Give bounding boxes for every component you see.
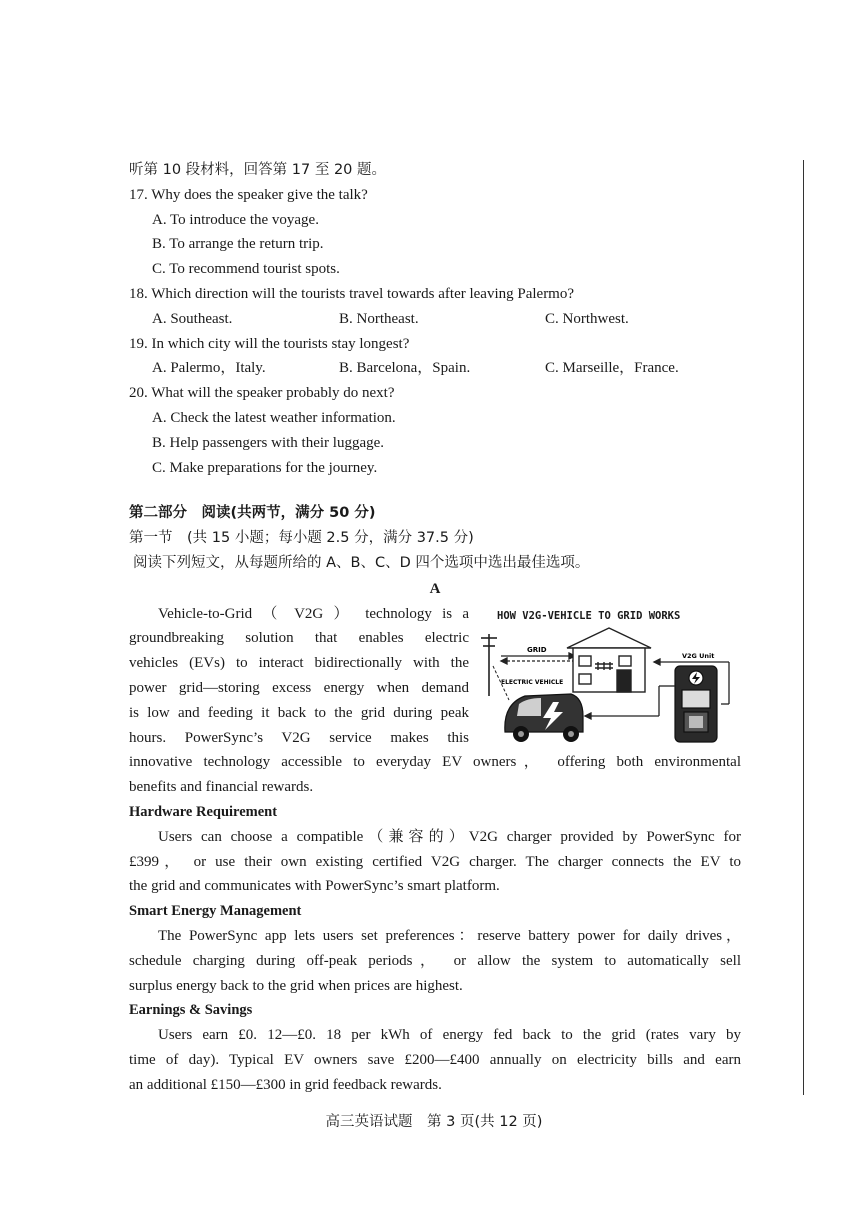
section-line: £399， or use their own existing certified V2G charger. The charger connects the EV to <box>129 853 741 870</box>
option-line: B. To arrange the return trip. <box>152 236 324 253</box>
intro-line: is low and feeding it back to the grid during peak <box>129 704 469 721</box>
passage-intro <box>129 602 741 800</box>
section-line: the grid and communicates with PowerSync’s smart platform. <box>129 878 500 895</box>
section-heading: Earnings & Savings <box>129 1002 253 1019</box>
question-stem: 20. What will the speaker probably do next? <box>129 385 395 402</box>
section-heading: Hardware Requirement <box>129 803 278 820</box>
diagram-title: HOW V2G-VEHICLE TO GRID WORKS <box>497 609 681 622</box>
electric-car-icon <box>505 694 583 742</box>
margin-rule <box>803 160 804 1095</box>
option-b: B. Northeast. <box>339 310 419 327</box>
section-line: Users can choose a compatible（兼容的）V2G charger provided by PowerSync for <box>158 828 741 845</box>
power-pole-icon <box>481 634 497 696</box>
intro-line: innovative technology accessible to everyday EV owners， offering both environmental <box>129 754 741 771</box>
unit-label: V2G Unit <box>682 651 715 660</box>
option-line: A. Check the latest weather information. <box>152 409 396 426</box>
section-title: 第一节 (共 15 小题；每小题 2.5 分，满分 37.5 分) <box>129 530 474 547</box>
intro-line: benefits and financial rewards. <box>129 779 314 796</box>
option-line: C. To recommend tourist spots. <box>152 261 340 278</box>
part-title: 第二部分 阅读(共两节，满分 50 分) <box>129 505 376 522</box>
intro-line: hours. PowerSync’s V2G service makes this <box>129 729 469 746</box>
reading-instruction: 阅读下列短文，从每题所给的 A、B、C、D 四个选项中选出最佳选项。 <box>133 554 590 571</box>
section-line: time of day). Typical EV owners save £200—£400 annually on electricity bills and earn <box>129 1051 741 1068</box>
v2g-charger-icon <box>675 666 717 742</box>
option-line: A. To introduce the voyage. <box>152 211 319 228</box>
question-stem: 19. In which city will the tourists stay longest? <box>129 335 410 352</box>
question-stem: 17. Why does the speaker give the talk? <box>129 186 368 203</box>
intro-line: Vehicle-to-Grid （ V2G ） technology is a <box>158 605 469 622</box>
grid-label: GRID <box>527 645 547 654</box>
options-row <box>129 307 741 332</box>
option-line: B. Help passengers with their luggage. <box>152 434 385 451</box>
option-a: A. Palermo，Italy. <box>152 360 266 377</box>
v2g-diagram <box>479 604 741 746</box>
house-icon <box>567 628 651 692</box>
option-a: A. Southeast. <box>152 310 233 327</box>
section-line: an additional £150—£300 in grid feedback rewards. <box>129 1076 442 1093</box>
option-b: B. Barcelona，Spain. <box>339 360 471 377</box>
intro-line: power grid—storing excess energy when demand <box>129 679 469 696</box>
diagram-illustration <box>479 604 741 746</box>
option-c: C. Marseille，France. <box>545 360 679 377</box>
page-content <box>129 158 741 1097</box>
page-footer: 高三英语试题 第 3 页(共 12 页) <box>325 1114 543 1130</box>
vehicle-label: ELECTRIC VEHICLE <box>501 678 564 686</box>
passage-label: A <box>429 580 441 597</box>
options-row <box>129 356 741 381</box>
section-heading: Smart Energy Management <box>129 903 302 920</box>
question-stem: 18. Which direction will the tourists travel towards after leaving Palermo? <box>129 285 575 302</box>
listening-intro: 听第 10 段材料，回答第 17 至 20 题。 <box>129 162 387 178</box>
intro-line: vehicles (EVs) to interact bidirectionally with the <box>129 655 469 672</box>
option-c: C. Northwest. <box>545 310 629 327</box>
section-line: schedule charging during off-peak periods， or allow the system to automatically sell <box>129 952 741 969</box>
section-line: surplus energy back to the grid when prices are highest. <box>129 977 463 994</box>
intro-line: groundbreaking solution that enables electric <box>129 630 469 647</box>
section-line: Users earn £0. 12—£0. 18 per kWh of energy fed back to the grid (rates vary by <box>158 1027 741 1044</box>
section-line: The PowerSync app lets users set preferences：reserve battery power for daily drives， <box>158 927 741 944</box>
option-line: C. Make preparations for the journey. <box>152 459 378 476</box>
